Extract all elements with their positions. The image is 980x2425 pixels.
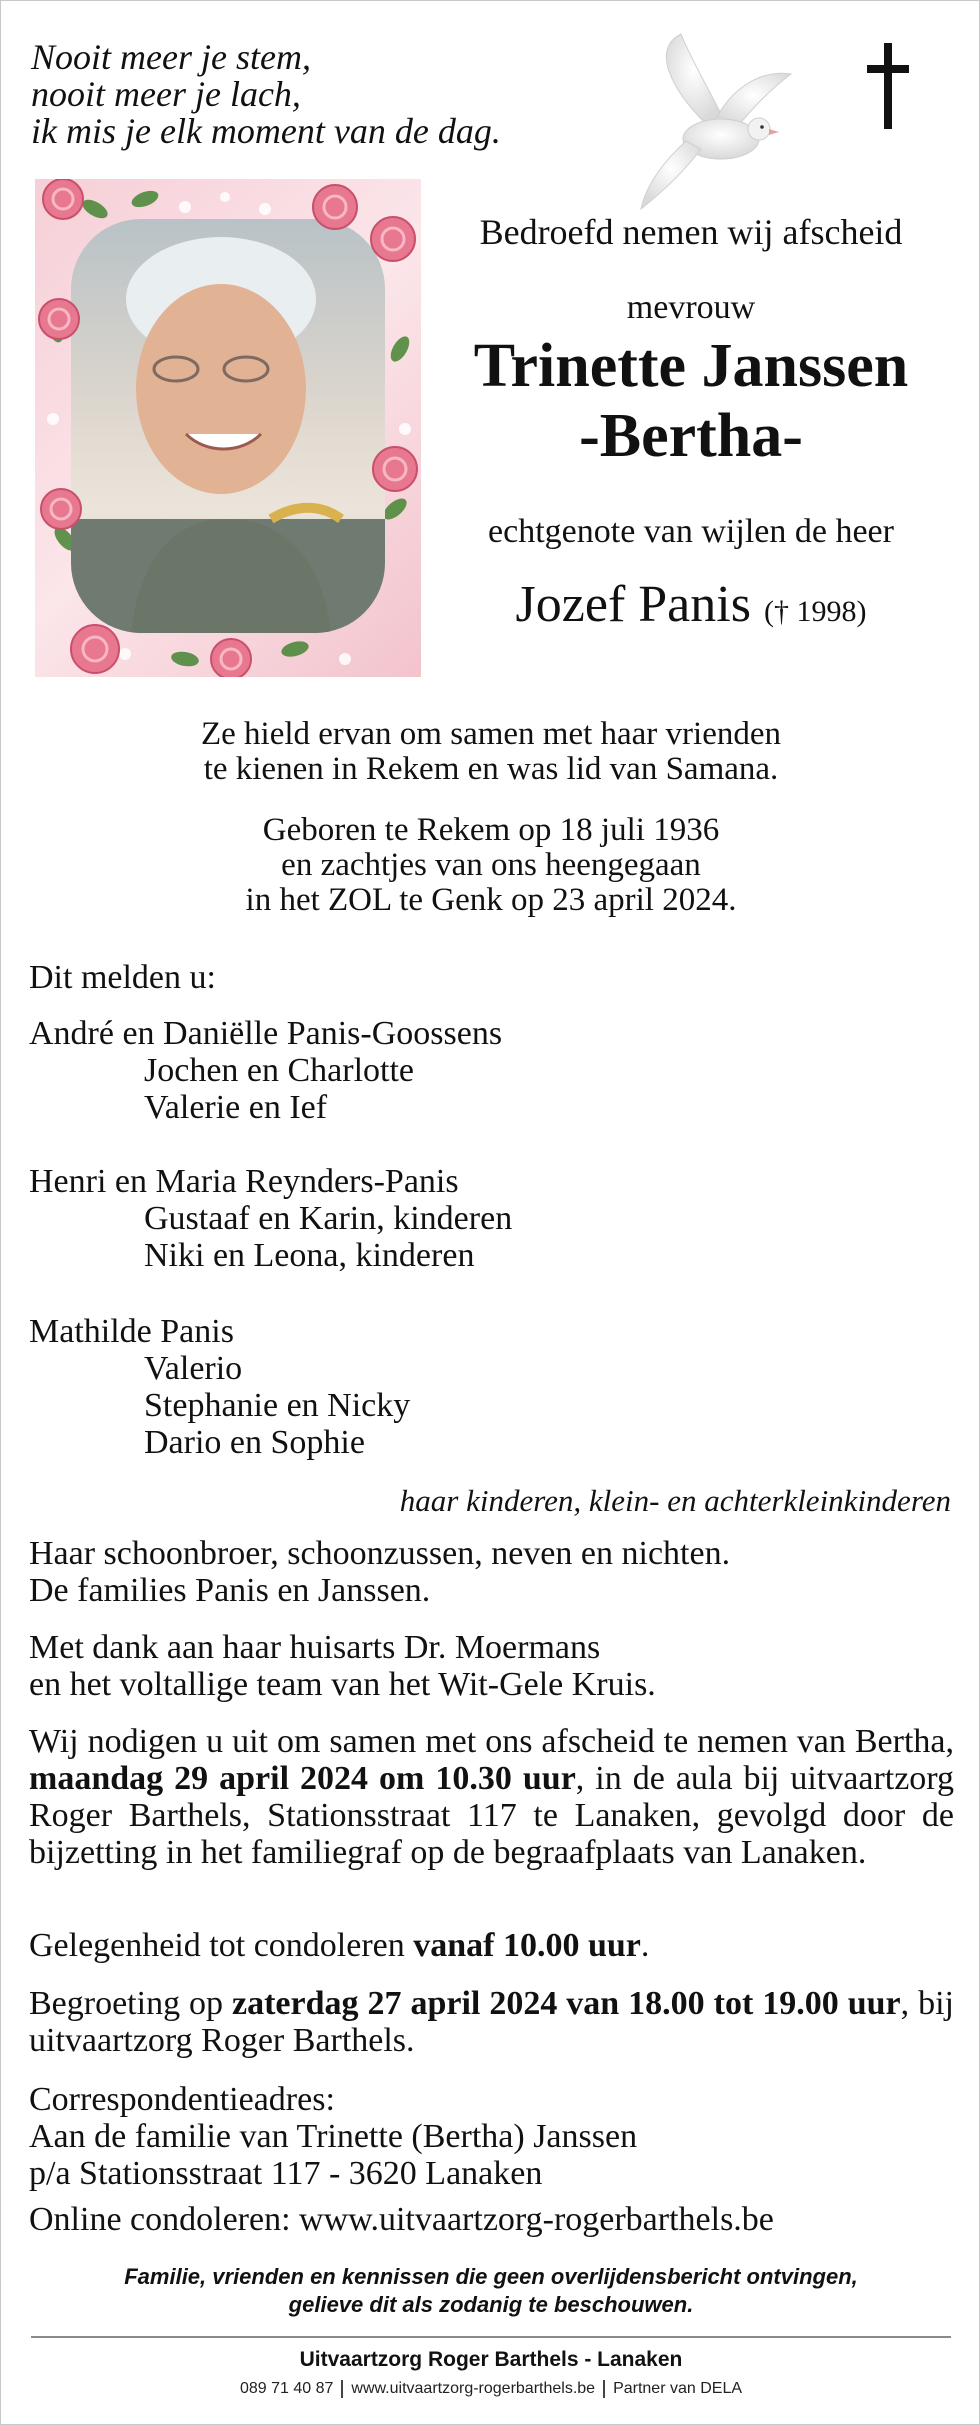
portrait-photo <box>35 179 421 677</box>
announce-heading: Dit melden u: <box>29 959 216 996</box>
intro-text: Bedroefd nemen wij afscheid <box>479 212 903 252</box>
correspondence-address <box>29 2081 637 2192</box>
cross-icon <box>863 43 913 129</box>
dove-icon <box>611 29 821 219</box>
spouse-name: Jozef Panis <box>515 576 751 633</box>
ceremony-datetime: maandag 29 april 2024 om 10.30 uur <box>29 1760 576 1797</box>
footer-contact <box>31 2380 951 2398</box>
footer-separator <box>341 2380 343 2398</box>
thanks-line: en het voltallige team van het Wit-Gele Kruis. <box>29 1666 656 1703</box>
spouse-death-year: († 1998) <box>763 595 867 628</box>
relatives-line: Haar schoonbroer, schoonzussen, neven en nichten. <box>29 1535 731 1572</box>
family-head: Henri en Maria Reynders-Panis <box>29 1163 459 1200</box>
life-dates <box>1 813 980 918</box>
life-line: in het ZOL te Genk op 23 april 2024. <box>245 882 737 918</box>
footnote-line: gelieve dit als zodanig te beschouwen. <box>288 2292 694 2317</box>
condolence-time: vanaf 10.00 uur <box>413 1927 641 1964</box>
family-member: Niki en Leona, kinderen <box>144 1237 475 1274</box>
greeting-info <box>29 1985 954 2059</box>
condolence-text: Gelegenheid tot condoleren <box>29 1927 414 1964</box>
family-head: André en Daniëlle Panis-Goossens <box>29 1015 503 1052</box>
family-group <box>29 1015 502 1126</box>
thanks-line: Met dank aan haar huisarts Dr. Moermans <box>29 1629 601 1666</box>
greeting-text: , bij uitvaartzorg Roger Barthels. <box>29 1985 954 2059</box>
deceased-name-line: Trinette Janssen <box>473 332 909 400</box>
greeting-datetime: zaterdag 27 april 2024 van 18.00 tot 19.00 uur <box>232 1985 901 2022</box>
funeral-home-name: Uitvaartzorg Roger Barthels - Lanaken <box>299 2348 683 2371</box>
spouse-intro: echtgenote van wijlen de heer <box>488 513 894 550</box>
footer-website[interactable]: www.uitvaartzorg-rogerbarthels.be <box>351 2380 596 2398</box>
spouse <box>431 575 951 634</box>
thanks <box>29 1629 656 1703</box>
family-member: Dario en Sophie <box>144 1424 365 1461</box>
family-group <box>29 1163 512 1274</box>
deceased-name <box>431 331 951 471</box>
signature: haar kinderen, klein- en achterkleinkinderen <box>399 1483 951 1518</box>
online-condolence: Online condoleren: www.uitvaartzorg-rogerbarthels.be <box>29 2201 774 2238</box>
greeting-text: Begroeting op <box>29 1985 233 2022</box>
condolence-text: . <box>640 1927 650 1964</box>
family-head: Mathilde Panis <box>29 1313 234 1350</box>
life-line: Geboren te Rekem op 18 juli 1936 <box>262 812 720 848</box>
family-member: Valerio <box>144 1350 243 1387</box>
family-member: Gustaaf en Karin, kinderen <box>144 1200 513 1237</box>
invitation-text: , in de aula bij uitvaartzorg Roger Barthels, Stationsstraat 117 te Lanaken, gevolgd door de bijzetting in het familiegraf op de begraafplaats van Lanaken. <box>29 1760 955 1871</box>
family-member: Jochen en Charlotte <box>144 1052 415 1089</box>
poem-line: ik mis je elk moment van de dag. <box>31 111 501 151</box>
family-member: Valerie en Ief <box>144 1089 328 1126</box>
about-line: Ze hield ervan om samen met haar vrienden <box>200 716 781 752</box>
footer-separator <box>603 2380 605 2398</box>
footnote-line: Familie, vrienden en kennissen die geen overlijdensbericht ontvingen, <box>124 2264 858 2289</box>
deceased-nickname: -Bertha- <box>579 402 803 470</box>
footnote <box>1 2263 980 2319</box>
correspondence-heading: Correspondentieadres: <box>29 2081 335 2118</box>
poem-line: nooit meer je lach, <box>31 74 301 114</box>
correspondence-line: Aan de familie van Trinette (Bertha) Janssen <box>29 2118 638 2155</box>
about-text <box>1 717 980 787</box>
family-group <box>29 1313 410 1461</box>
condolence-info <box>29 1927 649 1964</box>
correspondence-line: p/a Stationsstraat 117 - 3620 Lanaken <box>29 2155 543 2192</box>
family-member: Stephanie en Nicky <box>144 1387 411 1424</box>
footer-phone: 089 71 40 87 <box>239 2380 334 2398</box>
life-line: en zachtjes van ons heengegaan <box>281 847 701 883</box>
invitation <box>29 1723 954 1871</box>
honorific: mevrouw <box>626 289 756 326</box>
relatives-line: De families Panis en Janssen. <box>29 1572 431 1609</box>
invitation-text: Wij nodigen u uit om samen met ons afscheid te nemen van Bertha, <box>29 1723 954 1760</box>
poem <box>31 39 501 150</box>
footer <box>31 2336 951 2398</box>
about-line: te kienen in Rekem en was lid van Samana. <box>203 751 779 787</box>
footer-partner: Partner van DELA <box>613 2380 743 2398</box>
relatives <box>29 1535 730 1609</box>
poem-line: Nooit meer je stem, <box>31 37 311 77</box>
